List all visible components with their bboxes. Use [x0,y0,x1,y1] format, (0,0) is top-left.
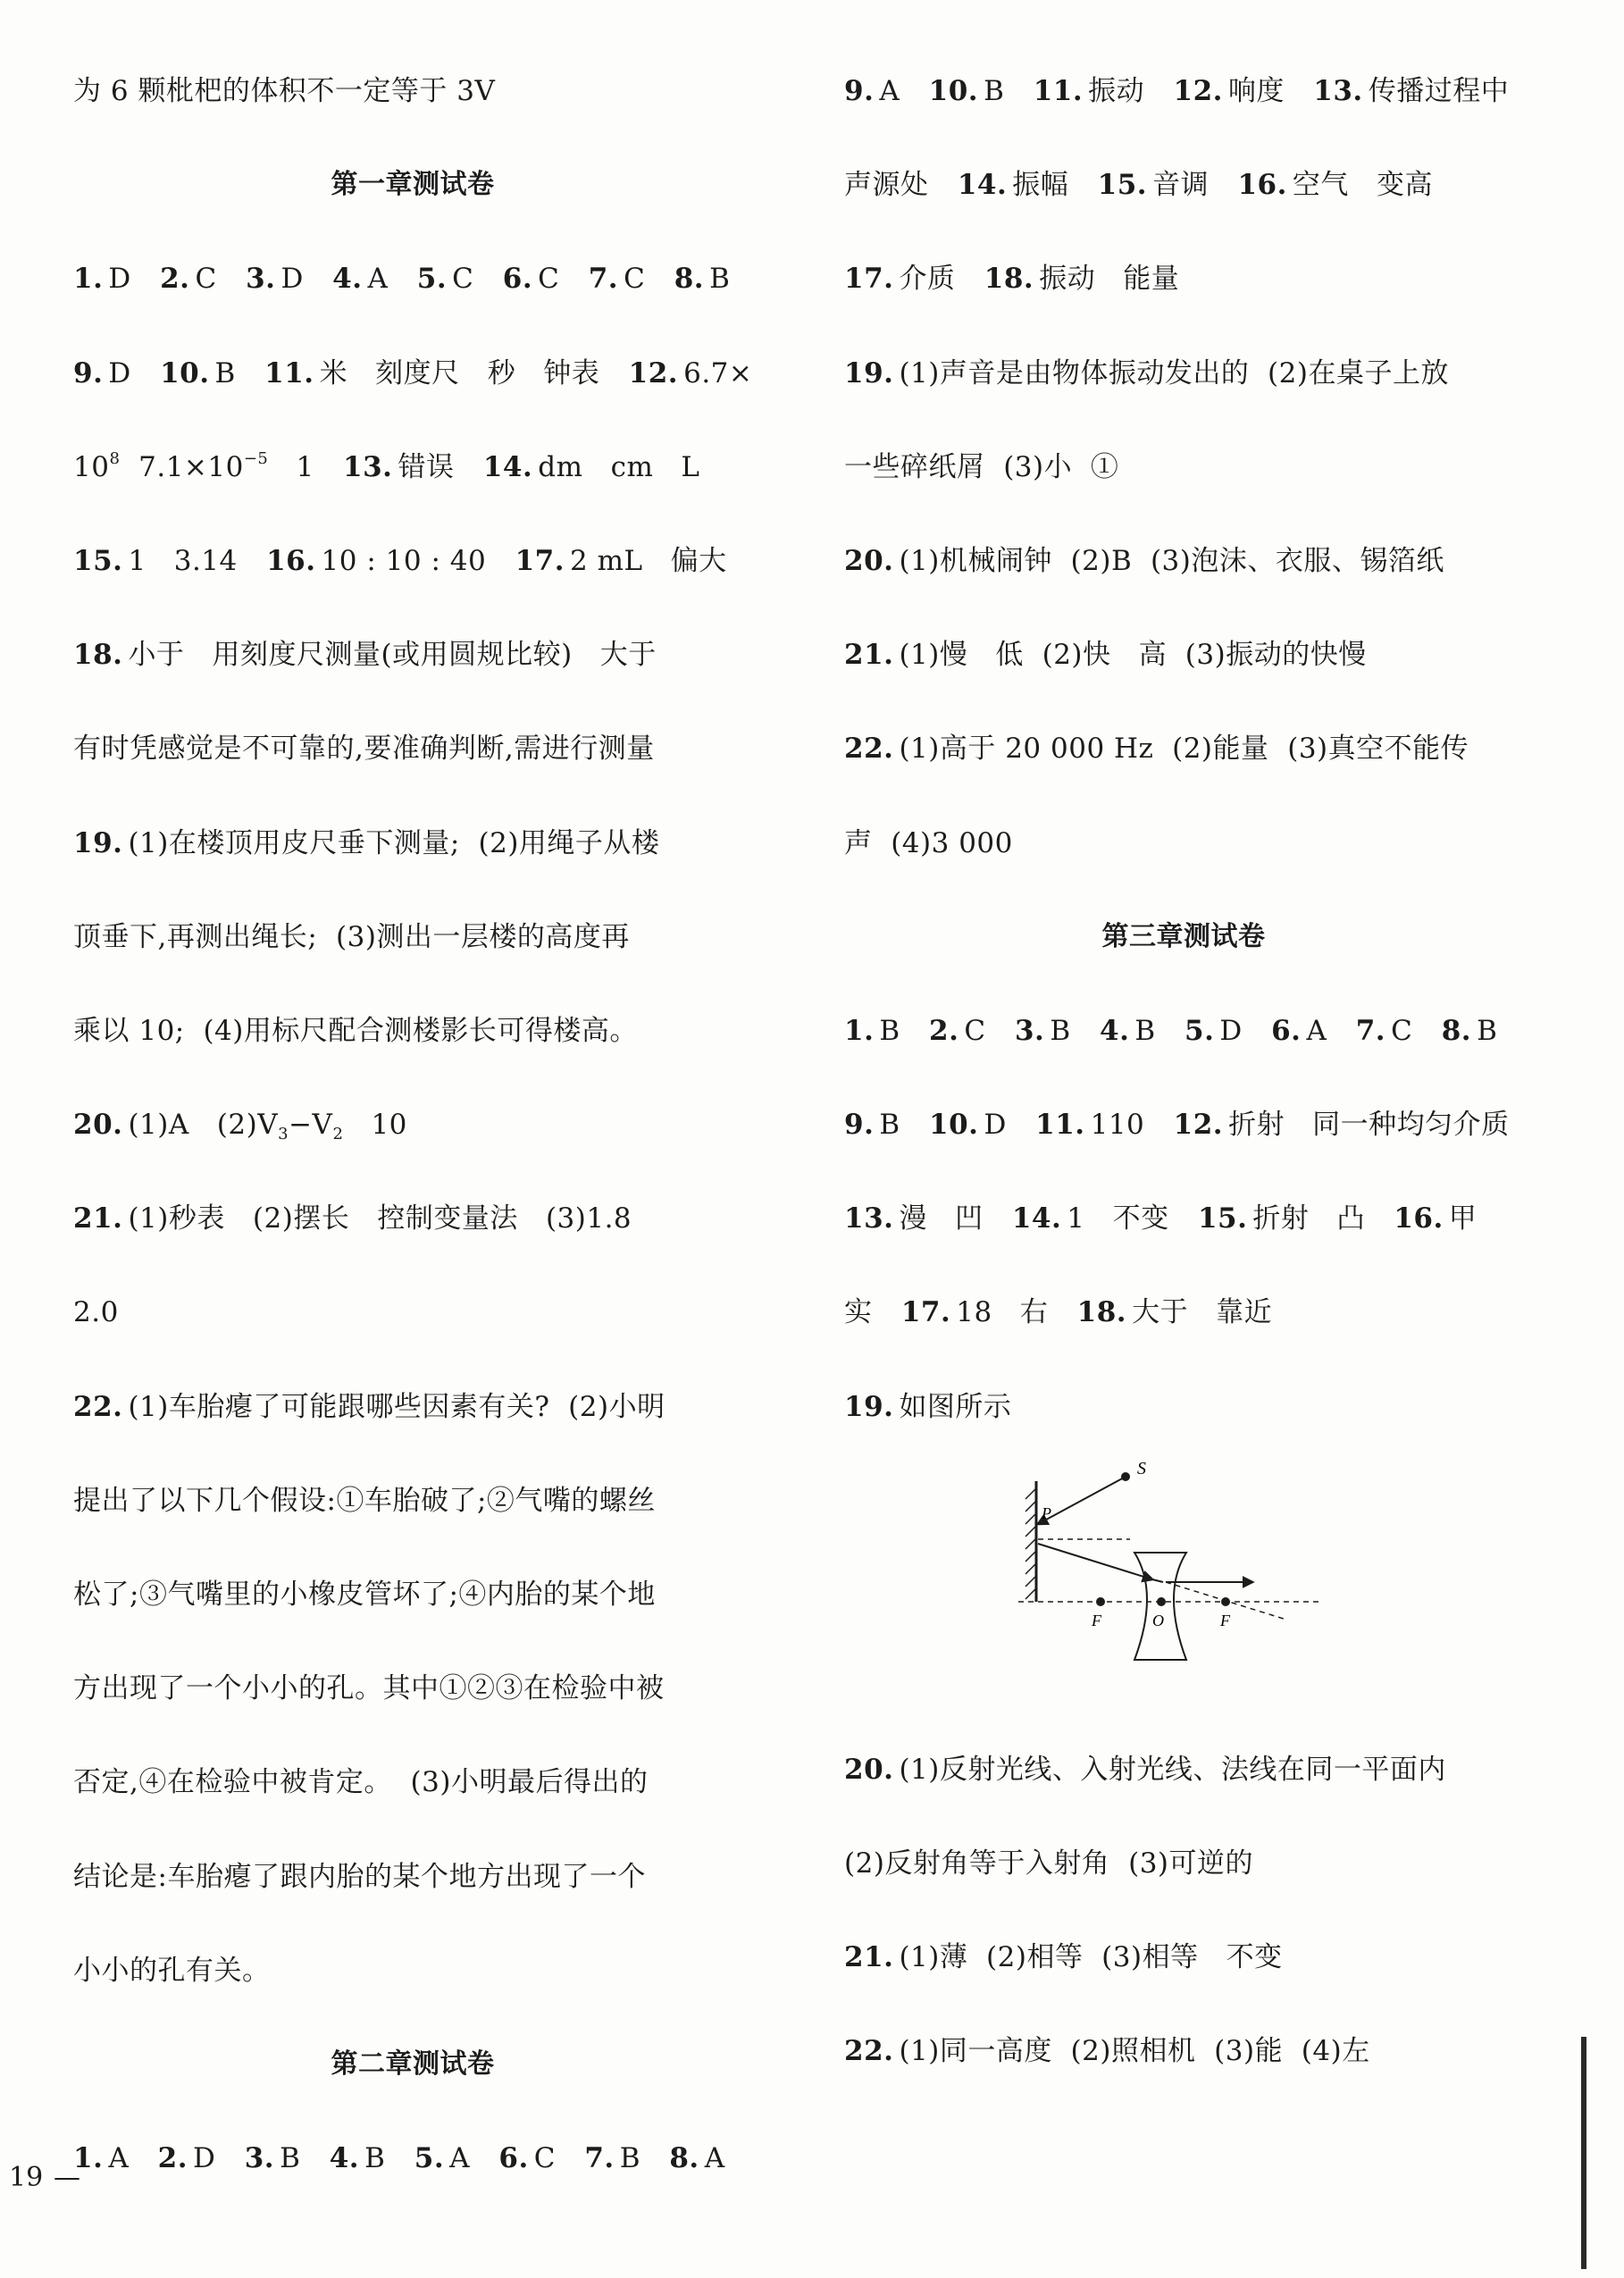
label-s: S [1137,1458,1147,1478]
ch3-answers-1-8: 1. B 2. C 3. B 4. B 5. D 6. A 7. C 8. B [844,1014,1498,1047]
ch1-answer-20: 20. (1)A $(2)V_3-V_2$ 10 [73,1109,407,1144]
ch2-answer-20: 20. (1)机械闹钟 (2)B (3)泡沫、衣服、锡箔纸 [844,544,1444,577]
label-f-left: F [1092,1611,1102,1629]
ch2-answer-21: 21. (1)慢 低 (2)快 高 (3)振动的快慢 [844,639,1367,672]
reflected-ray [1038,1544,1152,1579]
concave-lens [1134,1553,1186,1660]
focus-right [1221,1597,1230,1606]
ch1-answer-22-cont1: 提出了以下几个假设:①车胎破了;②气嘴的螺丝 [73,1484,656,1517]
ch2-answers-1-8: 1. A 2. D 3. B 4. B 5. A 6. C 7. B 8. A [73,2142,725,2175]
page-number-dash: — [54,2162,80,2193]
ch2-answers-17-18: 17. 介质 18. 振动 能量 [844,263,1180,296]
ch2-answer-22-cont: 声 (4)3 000 [844,826,1013,859]
ch3-answers-13-16: 13. 漫 凹 14. 1 不变 15. 折射 凸 16. 甲 [844,1202,1478,1235]
ch1-answer-22: 22. (1)车胎瘪了可能跟哪些因素有关? (2)小明 [73,1390,666,1423]
ch1-answers-9-12: 9. D 10. B 11. 米 刻度尺 秒 钟表 12. 6.7× [73,356,753,389]
optics-figure-row [844,1458,1523,1750]
left-column [73,71,752,2232]
chapter1-title: 第一章测试卷 [331,169,495,201]
ch2-answer-19-cont: 一些碎纸屑 (3)小 ① [844,450,1119,483]
focus-left [1096,1597,1105,1606]
ch1-answer-19-cont2: 乘以 10; (4)用标尺配合测楼影长可得楼高。 [73,1014,638,1047]
ch1-answer-19-cont1: 顶垂下,再测出绳长; (3)测出一层楼的高度再 [73,920,630,953]
ch1-answers-1-8: 1. D 2. C 3. D 4. A 5. C 6. C 7. C 8. B [73,263,731,296]
ch1-answer-22-cont5: 结论是:车胎瘪了跟内胎的某个地方出现了一个 [73,1860,646,1893]
ch1-answer-18: 18. 小于 用刻度尺测量(或用圆规比较) 大于 [73,639,657,672]
ch3-answer-19: 19. 如图所示 [844,1390,1012,1423]
page-edge-shadow [1581,2037,1586,2269]
ch2-answer-22: 22. (1)高于 20 000 Hz (2)能量 (3)真空不能传 [844,733,1469,766]
ch1-answer-19: 19. (1)在楼顶用皮尺垂下测量; (2)用绳子从楼 [73,826,660,859]
mirror-hatching [1025,1488,1036,1599]
chapter2-title: 第二章测试卷 [331,2048,495,2080]
reflected-ray-continue [1152,1579,1163,1582]
optics-ray-diagram [1018,1454,1340,1678]
ch2-answers-13-16: 声源处 14. 振幅 15. 音调 16. 空气 变高 [844,169,1433,202]
ch1-answer-21: 21. (1)秒表 (2)摆长 控制变量法 (3)1.8 [73,1202,632,1235]
ch3-answer-20: 20. (1)反射光线、入射光线、法线在同一平面内 [844,1753,1446,1786]
ch1-answer-21-cont: 2.0 [73,1296,119,1329]
ch1-answer-22-cont3: 方出现了一个小小的孔。其中①②③在检验中被 [73,1672,665,1705]
ch1-answers-15-17: 15. 1 3.14 16. 10 : 10 : 40 17. 2 mL 偏大 [73,544,727,577]
page-number: 19 [9,2162,44,2193]
optical-center [1157,1597,1166,1606]
ch1-answer-22-cont2: 松了;③气嘴里的小橡皮管坏了;④内胎的某个地 [73,1579,656,1611]
ch2-answer-19: 19. (1)声音是由物体振动发出的 (2)在桌子上放 [844,356,1449,389]
label-f-right: F [1220,1611,1231,1629]
ch1-answers-12-14: $10^8$ $7.1\times 10^{-5}$ 1 13. 错误 14. dm cm L [73,448,700,483]
ch2-answers-9-13: 9. A 10. B 11. 振动 12. 响度 13. 传播过程中 [844,75,1510,107]
right-column [844,71,1523,2126]
ch3-answer-20-cont: (2)反射角等于入射角 (3)可逆的 [844,1847,1254,1880]
ch3-answer-22: 22. (1)同一高度 (2)照相机 (3)能 (4)左 [844,2035,1370,2068]
ch1-answer-18-cont: 有时凭感觉是不可靠的,要准确判断,需进行测量 [73,733,655,766]
ch1-answer-22-cont6: 小小的孔有关。 [73,1954,271,1987]
label-p: P [1042,1503,1052,1522]
ch1-answer-22-cont4: 否定,④在检验中被肯定。 (3)小明最后得出的 [73,1766,649,1799]
intro-line: 为 6 颗枇杷的体积不一定等于 3V [73,75,496,107]
ch3-answers-16-18: 实 17. 18 右 18. 大于 靠近 [844,1296,1273,1329]
label-o: O [1152,1611,1165,1629]
ch3-answers-9-12: 9. B 10. D 11. 110 12. 折射 同一种均匀介质 [844,1109,1510,1142]
chapter3-title: 第三章测试卷 [1101,920,1266,952]
ch3-answer-21: 21. (1)薄 (2)相等 (3)相等 不变 [844,1941,1283,1974]
